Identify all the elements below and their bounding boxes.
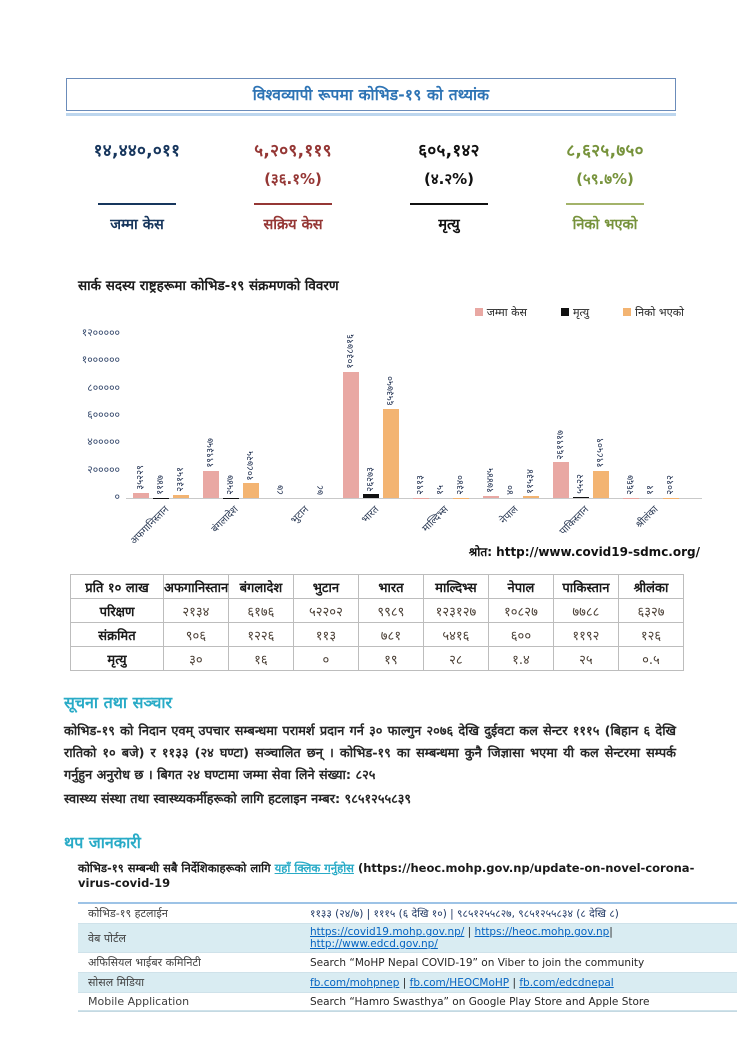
more-info-heading: थप जानकारी (64, 831, 676, 853)
legend-item (623, 305, 684, 320)
bar-group (476, 334, 546, 498)
bar-value-label: १९९३५७ (206, 438, 216, 468)
x-axis-cell (266, 499, 336, 551)
stat-label: निको भएको (530, 214, 680, 234)
info-text: Search “Hamro Swasthya” on Google Play Store and Apple Store (310, 996, 649, 1008)
y-axis-tick: ६००००० (87, 408, 120, 422)
legend-label: जम्मा केस (487, 305, 527, 320)
legend-swatch-icon (475, 308, 483, 316)
stat-label: सक्रिय केस (218, 214, 368, 234)
bar-value-label: ७८ (316, 485, 326, 495)
bar-group (616, 334, 686, 498)
info-text: | (609, 926, 613, 938)
legend-label: निको भएको (635, 305, 684, 320)
chart-x-axis (126, 499, 702, 551)
bar-value-label: २६६७ (626, 475, 636, 495)
table-cell: ११९२ (553, 623, 618, 647)
bar (523, 496, 539, 498)
y-axis-tick: ० (115, 490, 120, 504)
table-row (71, 623, 684, 647)
table-cell: ३० (163, 647, 228, 671)
info-row-label: कोभिड-१९ हटलाईन (78, 904, 306, 923)
info-link[interactable]: fb.com/mohpnep (310, 977, 399, 989)
table-header-row (71, 575, 684, 599)
table-cell: ६३२७ (618, 599, 683, 623)
table-row-header: मृत्यु (71, 647, 164, 671)
bar-value-label: १०८७२५ (246, 451, 256, 481)
table-cell: १०८२७ (488, 599, 553, 623)
x-axis-label: भारत (357, 502, 381, 526)
per-10-lakh-table (70, 574, 684, 671)
table-header-cell: माल्दिभ्स (423, 575, 488, 599)
chart-plot-area (126, 334, 702, 499)
info-row-label: वेब पोर्टल (78, 929, 306, 948)
table-header-cell: भुटान (293, 575, 358, 599)
bar-value-label: २५४७ (226, 475, 236, 495)
bar-slot (202, 334, 220, 498)
bar-slot (222, 334, 240, 498)
table-cell: ७७८८ (553, 599, 618, 623)
bar (483, 496, 499, 498)
stat-percent (62, 169, 212, 195)
bar-slot (152, 334, 170, 498)
stat-percent: (३६.१%) (218, 169, 368, 195)
bar (203, 471, 219, 498)
stat-value: ५,२०९,११९ (218, 138, 368, 161)
table-row (71, 647, 684, 671)
stat-value: ६०५,१४२ (374, 138, 524, 161)
info-row-value (306, 905, 623, 923)
bar-slot (342, 334, 360, 498)
bar-slot (382, 334, 400, 498)
bar-group (126, 334, 196, 498)
bar-group (406, 334, 476, 498)
table-cell: ५४१६ (423, 623, 488, 647)
chart-legend (78, 304, 684, 320)
info-row-label: Mobile Application (78, 993, 306, 1010)
bar-value-label: २६२७३ (366, 467, 376, 492)
bar-slot (452, 334, 470, 498)
bar-value-label: १०३८७१६ (346, 334, 356, 369)
x-axis-label: माल्दिभ्स (418, 502, 450, 534)
table-header-cell: प्रति १० लाख (71, 575, 164, 599)
x-axis-cell (476, 499, 546, 551)
bar-value-label: ११४७ (156, 475, 166, 495)
bar-slot (432, 334, 450, 498)
click-here-link[interactable]: यहाँ क्लिक गर्नुहोस (275, 861, 354, 875)
table-cell: १९ (358, 647, 423, 671)
x-axis-cell (126, 499, 196, 551)
bar-value-label: १७४४५ (486, 468, 496, 493)
header-underline (66, 113, 676, 116)
bar (243, 483, 259, 498)
info-text: | (464, 926, 474, 938)
legend-item (561, 305, 589, 320)
table-cell: २५ (553, 647, 618, 671)
info-row-value (306, 994, 653, 1010)
table-cell: १२३१२७ (423, 599, 488, 623)
table-header-cell: भारत (358, 575, 423, 599)
stat-block (62, 138, 212, 234)
bar-group (266, 334, 336, 498)
bar-slot (272, 334, 290, 498)
x-axis-cell (546, 499, 616, 551)
stat-rule (566, 203, 644, 205)
info-row-value (306, 924, 737, 952)
y-axis-tick: ८००००० (87, 381, 120, 395)
bar-slot (552, 334, 570, 498)
table-cell: २१३४ (163, 599, 228, 623)
y-axis-tick: ४००००० (87, 435, 120, 449)
bar-slot (592, 334, 610, 498)
x-axis-cell (616, 499, 686, 551)
bar-group (546, 334, 616, 498)
bar-slot (172, 334, 190, 498)
x-axis-label: भुटान (287, 502, 311, 526)
stat-block (530, 138, 680, 234)
stat-label: मृत्यु (374, 214, 524, 234)
bar-slot (662, 334, 680, 498)
more-info-intro (78, 861, 702, 890)
bar (343, 372, 359, 498)
table-cell: ७८१ (358, 623, 423, 647)
bar-slot (572, 334, 590, 498)
x-axis-cell (406, 499, 476, 551)
bar-group (196, 334, 266, 498)
page-header (66, 78, 676, 116)
more-intro-prefix: कोभिड-१९ सम्बन्धी सबै निर्देशिकाहरूको लागि (78, 861, 275, 875)
stat-percent: (५९.७%) (530, 169, 680, 195)
x-axis-cell (196, 499, 266, 551)
x-axis-label: श्रीलंका (632, 502, 661, 531)
x-axis-label: बंगलादेश (208, 502, 241, 535)
stat-rule (98, 203, 176, 205)
bar-slot (362, 334, 380, 498)
bar (573, 497, 589, 498)
bar-value-label: २६१९१७ (556, 430, 566, 460)
table-header-cell: पाकिस्तान (553, 575, 618, 599)
bar (593, 471, 609, 498)
health-worker-hotline-line: स्वास्थ्य संस्था तथा स्वास्थ्यकर्मीहरूको लागि हटलाइन नम्बर: ९८५१२५५८३९ (64, 789, 676, 811)
table-cell: ६०० (488, 623, 553, 647)
bar-value-label: ११ (646, 485, 656, 495)
table-cell: १६ (228, 647, 293, 671)
stat-value: ८,६२५,७५० (530, 138, 680, 161)
info-row-label: सोसल मिडिया (78, 973, 306, 992)
table-cell: ०.५ (618, 647, 683, 671)
legend-swatch-icon (623, 308, 631, 316)
bar-slot (482, 334, 500, 498)
info-table-row (78, 953, 737, 973)
x-axis-label: अफगानिस्तान (126, 502, 171, 547)
global-stats-row (62, 138, 680, 234)
bar (383, 409, 399, 498)
x-axis-cell (336, 499, 406, 551)
chart-title: सार्क सदस्य राष्ट्रहरूमा कोभिड-१९ संक्रमणको विवरण (78, 276, 702, 294)
table-cell: १२६ (618, 623, 683, 647)
info-link[interactable]: fb.com/HEOCMoHP (410, 977, 510, 989)
table-row-header: परिक्षण (71, 599, 164, 623)
table-cell: ९०६ (163, 623, 228, 647)
bar-slot (132, 334, 150, 498)
bar-value-label: २०१२ (666, 475, 676, 495)
info-link[interactable]: https://covid19.mohp.gov.np/ (310, 926, 464, 938)
table-cell: ११३ (293, 623, 358, 647)
legend-swatch-icon (561, 308, 569, 316)
info-row-value (306, 975, 618, 991)
stat-block (218, 138, 368, 234)
table-header-cell: अफगानिस्तान (163, 575, 228, 599)
info-text: | (399, 977, 409, 989)
info-text: | (509, 977, 519, 989)
table-header-cell: नेपाल (488, 575, 553, 599)
table-cell: ५२२०२ (293, 599, 358, 623)
bar-slot (242, 334, 260, 498)
bar (363, 494, 379, 498)
table-row-header: संक्रमित (71, 623, 164, 647)
header-title-box (66, 78, 676, 111)
table-row (71, 599, 684, 623)
chart-y-axis (78, 334, 122, 498)
table-cell: ० (293, 647, 358, 671)
x-axis-label: पाकिस्तान (555, 502, 591, 538)
info-table-row (78, 973, 737, 993)
table-cell: २८ (423, 647, 488, 671)
info-table-row (78, 993, 737, 1011)
bar-slot (412, 334, 430, 498)
bar-value-label: ३५२२९ (136, 465, 146, 490)
table-cell: १२२६ (228, 623, 293, 647)
info-text: Search “MoHP Nepal COVID-19” on Viber to join the community (310, 957, 644, 969)
bar (173, 495, 189, 498)
info-table-row (78, 924, 737, 953)
bar-value-label: ६५३७५० (386, 376, 396, 406)
bar-slot (622, 334, 640, 498)
y-axis-tick: २००००० (87, 463, 120, 477)
stat-rule (254, 203, 332, 205)
bar-value-label: ४० (506, 485, 516, 495)
info-row-value (306, 955, 648, 971)
bar-slot (522, 334, 540, 498)
table-header-cell: श्रीलंका (618, 575, 683, 599)
table-cell: ९९८९ (358, 599, 423, 623)
y-axis-tick: १०००००० (82, 353, 120, 367)
bar-slot (312, 334, 330, 498)
saarc-chart (78, 276, 702, 560)
x-axis-label: नेपाल (496, 502, 520, 526)
bar-slot (292, 334, 310, 498)
stat-rule (410, 203, 488, 205)
bar-value-label: १५ (436, 485, 446, 495)
y-axis-tick: १२००००० (82, 326, 120, 340)
info-row-label: अफिसियल भाईबर कमिनिटी (78, 953, 306, 972)
bar-value-label: २३१५१ (176, 467, 186, 492)
bar-slot (642, 334, 660, 498)
info-link[interactable]: https://heoc.mohp.gov.np (475, 926, 610, 938)
stat-value: १४,४४०,०११ (62, 138, 212, 161)
bar-value-label: २९१३ (416, 475, 426, 495)
stat-percent: (४.२%) (374, 169, 524, 195)
legend-item (475, 305, 527, 320)
bar-value-label: ११५३४ (526, 469, 536, 494)
info-link[interactable]: fb.com/edcdnepal (519, 977, 613, 989)
stat-block (374, 138, 524, 234)
info-text: ११३३ (२४/७) | १११५ (६ देखि १०) | ९८५१२५५८२७, ९८५१२५५८३४ (८ देखि ८) (310, 908, 619, 920)
info-paragraph: कोभिड-१९ को निदान एवम् उपचार सम्बन्धमा परामर्श प्रदान गर्न ३० फाल्गुन २०७६ देखि दुईवटा कल सेन्टर १११५ (बिहान ६ देखि रातिको १० बजे) र ११३३ (२४ घण्टा) सञ्चालित छन् । कोभिड-१९ का सम्बन्धमा कुनै जिज्ञासा भएमा यी कल सेन्टरमा सम्पर्क गर्नुहुन अनुरोध छ । बिगत २४ घण्टामा जम्मा सेवा लिने संख्या: ८२५ (64, 721, 676, 787)
info-link[interactable]: http://www.edcd.gov.np/ (310, 938, 438, 950)
contact-info-table (78, 902, 737, 1012)
info-table-row (78, 904, 737, 924)
bar-value-label: ८७ (276, 485, 286, 495)
bar-value-label: १९८५०९ (596, 438, 606, 468)
chart-source: श्रोत: http://www.covid19-sdmc.org/ (78, 543, 700, 560)
more-intro-suffix: (https://heoc.mohp.gov.np/update-on-novel-corona-virus-covid-19 (78, 861, 694, 890)
table-cell: १.४ (488, 647, 553, 671)
legend-label: मृत्यु (573, 305, 589, 320)
bar (553, 462, 569, 498)
bar-value-label: ५५२२ (576, 474, 586, 494)
bar (133, 493, 149, 498)
info-section-heading: सूचना तथा सञ्चार (64, 691, 676, 713)
bar-slot (502, 334, 520, 498)
table-cell: ६१७६ (228, 599, 293, 623)
stat-label: जम्मा केस (62, 214, 212, 234)
page-title: विश्वव्यापी रूपमा कोभिड-१९ को तथ्यांक (253, 86, 490, 104)
table-header-cell: बंगलादेश (228, 575, 293, 599)
bar-group (336, 334, 406, 498)
bar-value-label: २३४० (456, 475, 466, 495)
